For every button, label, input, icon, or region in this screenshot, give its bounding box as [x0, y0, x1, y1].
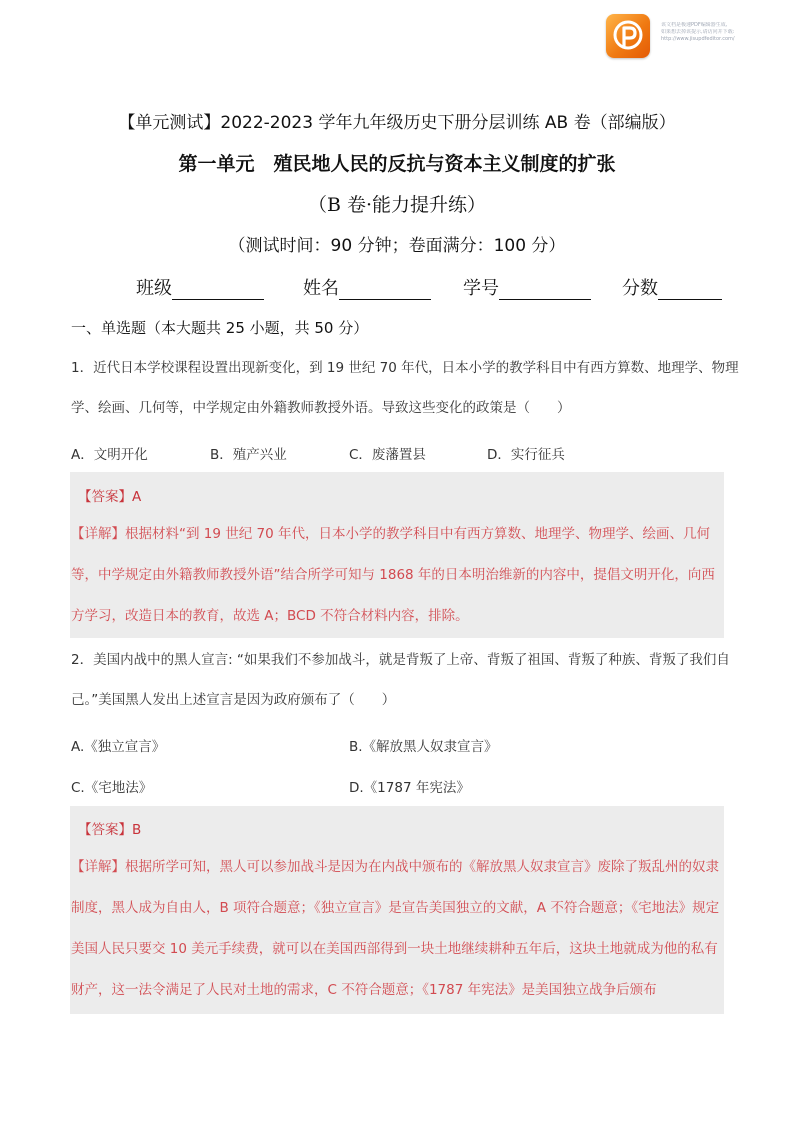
name-label: 姓名: [303, 278, 339, 299]
test-info: （测试时间：90 分钟；卷面满分：100 分）: [228, 236, 566, 256]
student-id-label: 学号: [463, 278, 499, 299]
question-2-option-a[interactable]: A.《独立宣言》: [71, 739, 166, 755]
question-2-detail: 【详解】根据所学可知，黑人可以参加战斗是因为在内战中颁布的《解放黑人奴隶宣言》废除了叛乱州的奴隶制度，黑人成为自由人，B 项符合题意；《独立宣言》是宣告美国独立的文献，A 不符合题意；《宅地法》规定美国人民只要交 10 美元手续费，就可以在美国西部得到一块土地继续耕种五年后，这块土地就成为他的私有财产，这一法令满足了人民对土地的需求，C 不符合题意；《1787 年宪法》是美国独立战争后颁布: [71, 859, 720, 998]
pdf-editor-logo: [606, 14, 650, 58]
logo-note-line: 如果想去掉该提示,请访问并下载:: [661, 29, 735, 35]
student-id-blank[interactable]: [499, 281, 591, 300]
name-field[interactable]: [303, 274, 431, 300]
question-2-stem: 2．美国内战中的黑人宣言: “如果我们不参加战斗，就是背叛了上帝、背叛了祖国、背叛了种族、背叛了我们自己。”美国黑人发出上述宣言是因为政府颁布了（ ）: [71, 652, 730, 708]
exam-title: 【单元测试】2022-2023 学年九年级历史下册分层训练 AB 卷（部编版）: [118, 113, 676, 133]
pdf-p-icon: [606, 14, 650, 58]
question-1-answer: 【答案】A: [78, 489, 142, 505]
score-field[interactable]: [622, 274, 722, 300]
question-1-option-d[interactable]: D．实行征兵: [487, 447, 565, 463]
score-blank[interactable]: [658, 281, 722, 300]
class-label: 班级: [136, 278, 172, 299]
question-1-option-c[interactable]: C．废藩置县: [349, 447, 426, 463]
question-1-stem: 1．近代日本学校课程设置出现新变化，到 19 世纪 70 年代，日本小学的教学科目中有西方算数、地理学、物理学、绘画、几何等，中学规定由外籍教师教授外语。导致这些变化的政策是（ ）: [71, 360, 739, 416]
section-title: 一、单选题（本大题共 25 小题，共 50 分）: [71, 319, 369, 337]
question-2-answer: 【答案】B: [78, 822, 142, 838]
score-label: 分数: [622, 278, 658, 299]
question-1-option-a[interactable]: A．文明开化: [71, 447, 148, 463]
question-2-option-b[interactable]: B.《解放黑人奴隶宣言》: [349, 739, 498, 755]
unit-title: 第一单元 殖民地人民的反抗与资本主义制度的扩张: [178, 153, 616, 175]
class-blank[interactable]: [172, 281, 264, 300]
class-field[interactable]: [136, 274, 264, 300]
student-id-field[interactable]: [463, 274, 591, 300]
question-2-option-d[interactable]: D.《1787 年宪法》: [349, 780, 470, 796]
logo-note: [661, 22, 771, 43]
question-1-option-b[interactable]: B．殖产兴业: [210, 447, 287, 463]
question-1-detail: 【详解】根据材料“到 19 世纪 70 年代，日本小学的教学科目中有西方算数、地理学、物理学、绘画、几何等，中学规定由外籍教师教授外语”结合所学可知与 1868 年的日本明治维新的内容中，提倡文明开化，向西方学习，改造日本的教育，故选 A；BCD 不符合材料内容，排除。: [71, 526, 715, 624]
logo-note-link[interactable]: http://www.jisupdfeditor.com/: [661, 36, 735, 42]
name-blank[interactable]: [339, 281, 431, 300]
paper-type: （B 卷·能力提升练）: [307, 194, 487, 216]
logo-note-line: 该文档是极速PDF编辑器生成,: [661, 22, 728, 28]
question-2-option-c[interactable]: C.《宅地法》: [71, 780, 153, 796]
